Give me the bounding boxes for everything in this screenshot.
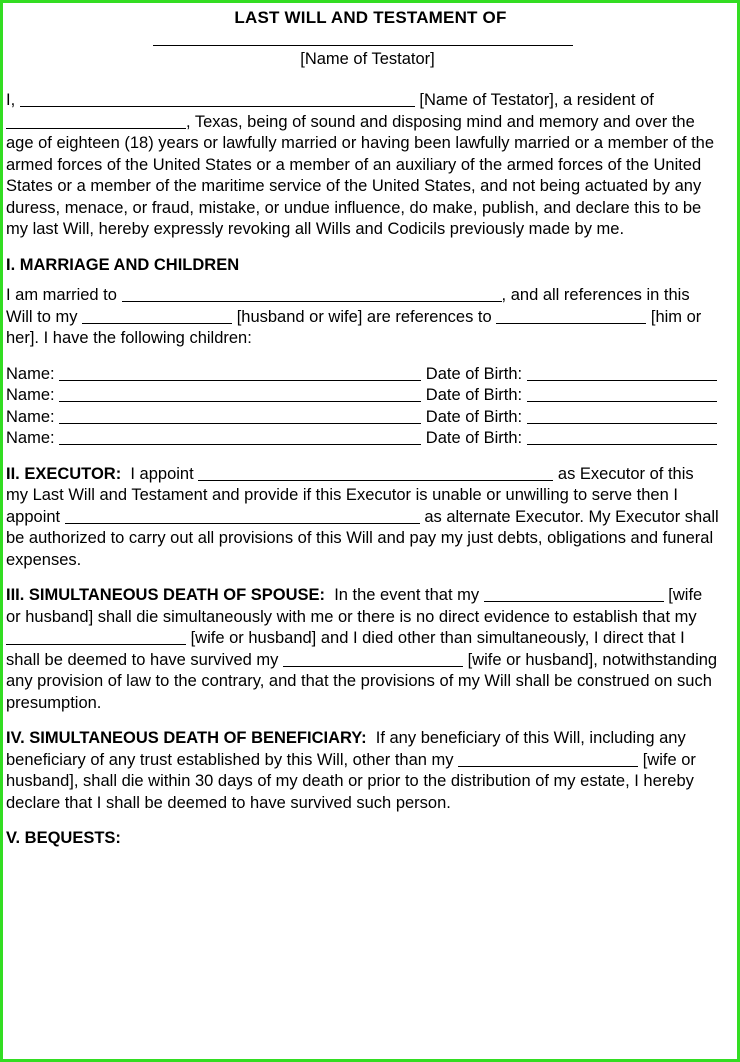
child-dob-blank-4 (527, 430, 717, 445)
child-dob-label-4: Date of Birth: (425, 429, 523, 447)
section-executor (6, 464, 719, 572)
child-name-label-1: Name: (6, 364, 55, 383)
spouse-name-blank (122, 287, 502, 302)
child-dob-label-2: Date of Birth: (425, 386, 523, 404)
section-simultaneous-death-spouse (6, 585, 719, 714)
spouse-pronoun-blank (496, 309, 646, 324)
opening-lead: I, (6, 91, 16, 109)
opening-body: , Texas, being of sound and disposing mind and memory and over the age of eighteen (18) years or lawfully married or having been lawfully married or a member of the armed forces of the United States or a member of an auxiliary of the armed forces of the United States or a member of the maritime service of the United States, and not being actuated by any duress, menace, or fraud, mistake, or undue influence, do make, publish, and declare this to be my last Will, hereby expressly revoking all Wills and Codicils previously made by me. (6, 112, 715, 238)
executor-text-mid: as Executor of this my Last Will and Testament and provide if this Executor is unable or unwilling to serve then I appoint (6, 464, 694, 526)
sds-text-4: [wife or husband], notwithstanding any provision of law to the contrary, and that the provisions of my Will shall be construed on such presumption. (6, 650, 718, 712)
child-dob-blank-1 (527, 366, 717, 381)
sdb-spouse-blank (458, 752, 638, 767)
sds-spouse-blank-1 (484, 587, 664, 602)
testator-name-blank (20, 92, 415, 107)
spacer (6, 241, 719, 255)
spacer (6, 450, 719, 464)
sds-text-1: In the event that my (334, 586, 480, 604)
spacer (6, 714, 719, 728)
child-row-4 (6, 428, 719, 450)
testator-name-caption: [Name of Testator] (300, 49, 435, 68)
section-heading-marriage: I. MARRIAGE AND CHILDREN (6, 255, 240, 274)
child-name-label-4: Name: (6, 429, 55, 447)
spacer (6, 814, 719, 828)
child-dob-label-3: Date of Birth: (425, 407, 523, 426)
child-row-2 (6, 385, 719, 407)
child-name-label-3: Name: (6, 407, 55, 426)
will-document-body (0, 3, 733, 1059)
opening-paragraph (6, 90, 719, 241)
sds-text-2: [wife or husband] shall die simultaneously with me or there is no direct evidence to establish that my (6, 586, 703, 626)
residence-county-blank (6, 114, 186, 129)
child-dob-label-1: Date of Birth: (425, 364, 523, 383)
sdb-text-1: If any beneficiary of this Will, including any beneficiary of any trust established by this Will, other than my (6, 729, 686, 769)
marriage-line1-post: , and all references in this Will to my (6, 286, 690, 326)
marriage-line1-pre: I am married to (6, 286, 117, 304)
sds-spouse-blank-3 (283, 652, 463, 667)
executor-text-post: as alternate Executor. My Executor shall be authorized to carry out all provisions of this Will and pay my just debts, obligations and funeral expenses. (6, 507, 719, 569)
spacer (6, 571, 719, 585)
child-dob-blank-2 (527, 387, 717, 402)
spouse-relation-blank-1 (82, 309, 232, 324)
executor-text-pre: I appoint (130, 464, 194, 483)
testator-name-rule (153, 45, 573, 46)
marriage-line3-post: [him or her]. I have the following children: (6, 307, 702, 347)
spacer (6, 350, 719, 364)
child-row-3 (6, 407, 719, 429)
marriage-line2-post: [husband or wife] are references to (236, 307, 492, 326)
sdb-text-2: [wife or husband], shall die within 30 days of my death or prior to the distribution of my estate, I hereby declare that I shall be deemed to have survived such person. (6, 750, 696, 812)
marriage-paragraph (6, 285, 719, 350)
section-heading-executor: II. EXECUTOR: (6, 464, 122, 483)
spacer (6, 276, 719, 285)
document-title: LAST WILL AND TESTAMENT OF (234, 8, 507, 27)
child-name-label-2: Name: (6, 386, 55, 404)
child-name-blank-3 (59, 409, 421, 424)
executor-name-blank (198, 466, 553, 481)
opening-after-name: [Name of Testator], a resident of (419, 91, 654, 109)
alternate-executor-name-blank (65, 509, 420, 524)
section-simultaneous-death-beneficiary (6, 728, 719, 814)
child-name-blank-2 (59, 387, 421, 402)
spacer (6, 70, 719, 90)
section-heading-bequests: V. BEQUESTS: (6, 829, 121, 847)
section-heading-simultaneous-death-spouse: III. SIMULTANEOUS DEATH OF SPOUSE: (6, 586, 326, 604)
child-name-blank-4 (59, 430, 421, 445)
child-dob-blank-3 (527, 409, 717, 424)
section-heading-simultaneous-death-beneficiary: IV. SIMULTANEOUS DEATH OF BENEFICIARY: (6, 729, 367, 747)
sds-spouse-blank-2 (6, 630, 186, 645)
sds-text-3: [wife or husband] and I died other than simultaneously, I direct that I shall be deemed to have survived my (6, 629, 685, 669)
child-name-blank-1 (59, 366, 421, 381)
child-row-1 (6, 364, 719, 386)
